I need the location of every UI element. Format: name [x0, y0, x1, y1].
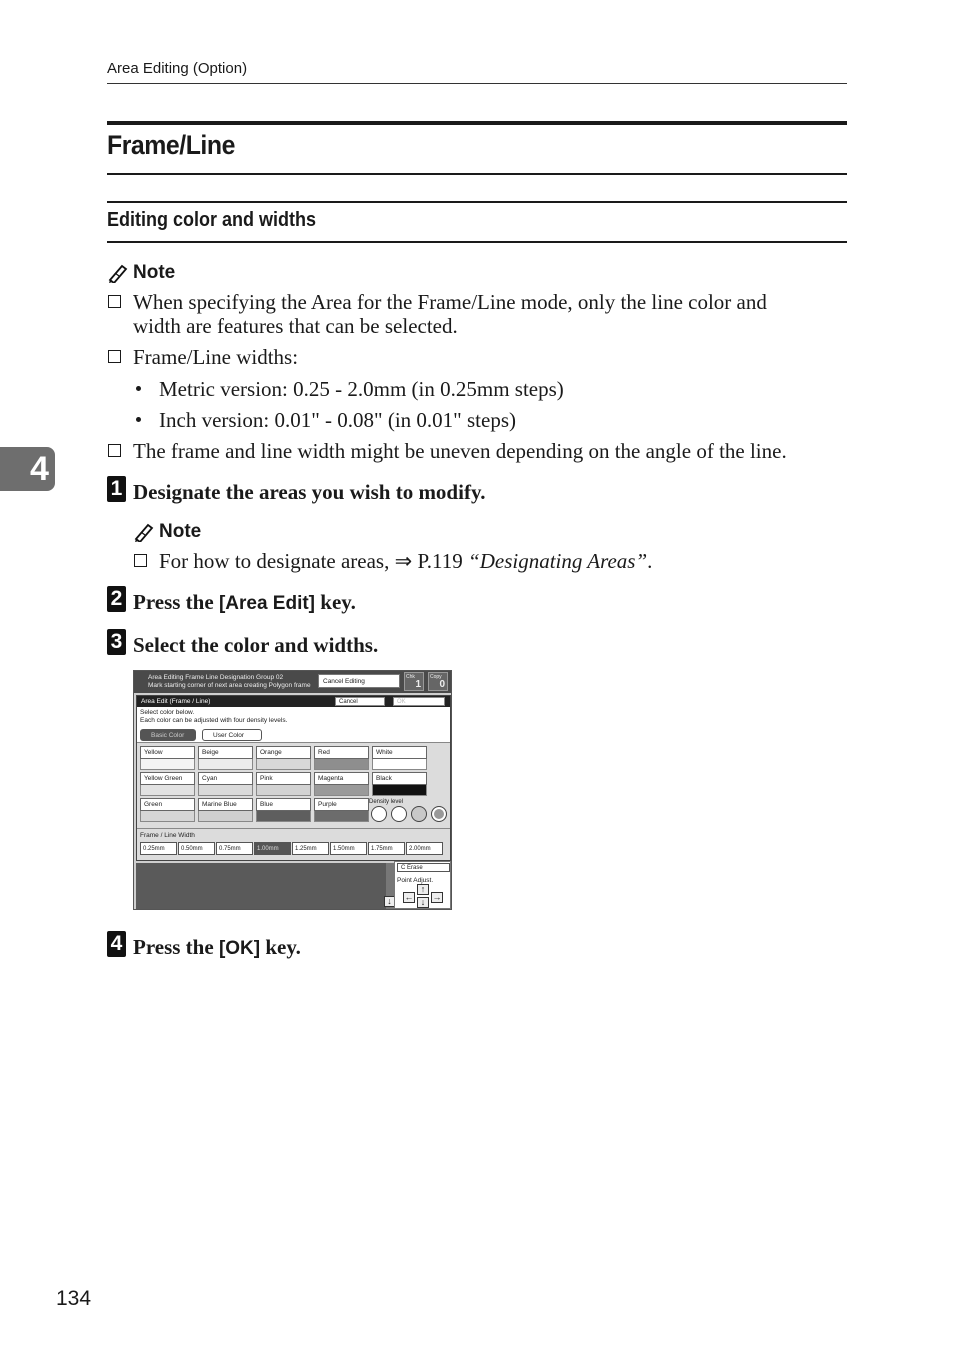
color-swatch — [256, 811, 311, 822]
color-swatch — [140, 759, 195, 770]
note-heading — [107, 262, 175, 284]
color-button-pink[interactable] — [256, 772, 311, 796]
panel-status-bar — [134, 671, 451, 693]
color-button-red[interactable] — [314, 746, 369, 770]
color-button-green[interactable] — [140, 798, 195, 822]
width-button-2-00[interactable]: 2.00mm — [406, 842, 443, 855]
checkbox-icon — [108, 350, 121, 363]
density-level-label: Density level — [369, 799, 404, 805]
color-name: Marine Blue — [198, 798, 253, 811]
cross-reference-link[interactable]: “Designating Areas” — [468, 549, 648, 573]
checkbox-icon — [108, 295, 121, 308]
panel-status-line: Area Editing Frame Line Designation Group 02 — [148, 674, 284, 681]
width-button-0-50[interactable]: 0.50mm — [178, 842, 215, 855]
color-button-marine-blue[interactable] — [198, 798, 253, 822]
width-button-1-25[interactable]: 1.25mm — [292, 842, 329, 855]
color-name: Yellow Green — [140, 772, 195, 785]
width-button-1-00[interactable]: 1.00mm — [254, 842, 291, 855]
color-button-purple[interactable] — [314, 798, 369, 822]
side-controls — [394, 861, 451, 909]
color-button-cyan[interactable] — [198, 772, 253, 796]
subsection-rule-bottom — [107, 241, 847, 243]
counter-value: 1 — [415, 679, 421, 690]
note-label: Note — [133, 262, 176, 283]
arrow-down-icon[interactable]: ↓ — [417, 897, 429, 908]
color-swatch — [256, 785, 311, 796]
dialog-instruction: Each color can be adjusted with four density levels. — [140, 717, 288, 724]
color-name: Orange — [256, 746, 311, 759]
subsection-rule-top — [107, 201, 847, 203]
note-item: The frame and line width might be uneven depending on the angle of the line. — [133, 439, 787, 463]
section-title: Frame/Line — [107, 130, 235, 160]
bullet-item: Metric version: 0.25 - 2.0mm (in 0.25mm steps) — [159, 377, 564, 401]
erase-button[interactable] — [397, 863, 450, 872]
color-button-blue[interactable] — [256, 798, 311, 822]
note-item — [159, 549, 652, 573]
frame-line-dialog — [136, 695, 451, 861]
copy-counter — [428, 672, 448, 691]
tab-basic-color[interactable]: Basic Color — [140, 729, 196, 741]
bullet-icon — [136, 417, 141, 422]
point-adjust-label: Point Adjust. — [397, 877, 434, 884]
note-label: Note — [159, 521, 202, 542]
arrow-left-icon[interactable]: ← — [404, 892, 414, 902]
color-grid — [137, 742, 450, 828]
step-text-pre: Press the — [133, 935, 219, 959]
subsection-title: Editing color and widths — [107, 209, 316, 231]
panel-status-message: Mark starting corner of next area creating Polygon frame — [148, 682, 311, 689]
color-name: Black — [372, 772, 427, 785]
tab-user-color[interactable]: User Color — [202, 729, 262, 741]
width-button-0-25[interactable]: 0.25mm — [140, 842, 177, 855]
bullet-item: Inch version: 0.01" - 0.08" (in 0.01" steps) — [159, 408, 516, 432]
color-swatch — [314, 785, 369, 796]
dialog-instruction: Select color below. — [140, 709, 195, 716]
color-swatch — [140, 785, 195, 796]
color-button-white[interactable] — [372, 746, 427, 770]
scroll-down-icon[interactable]: ↓ — [384, 896, 395, 907]
density-level-3-button[interactable] — [411, 806, 427, 822]
section-rule-top — [107, 121, 847, 125]
color-name: White — [372, 746, 427, 759]
note-text: For how to designate areas, ⇒ P.119 — [159, 549, 469, 573]
note-item: Frame/Line widths: — [133, 345, 299, 369]
width-button-1-75[interactable]: 1.75mm — [368, 842, 405, 855]
width-button-0-75[interactable]: 0.75mm — [216, 842, 253, 855]
erase-icon: C — [401, 865, 407, 871]
color-name: Cyan — [198, 772, 253, 785]
color-button-yellow-green[interactable] — [140, 772, 195, 796]
color-button-beige[interactable] — [198, 746, 253, 770]
color-name: Red — [314, 746, 369, 759]
step-text: Designate the areas you wish to modify. — [133, 480, 486, 504]
color-swatch — [372, 759, 427, 770]
density-level-1-button[interactable] — [371, 806, 387, 822]
counter-label: Chk — [406, 674, 415, 680]
counter-label: Copy — [430, 674, 442, 680]
color-button-orange[interactable] — [256, 746, 311, 770]
note-text-end: . — [647, 549, 653, 573]
color-swatch — [372, 785, 427, 796]
chapter-tab: 4 — [0, 447, 55, 491]
color-button-black[interactable] — [372, 772, 427, 796]
color-swatch — [314, 811, 369, 822]
color-name: Blue — [256, 798, 311, 811]
step-text-post: key. — [315, 590, 356, 614]
page-number: 134 — [56, 1287, 92, 1310]
scrollbar[interactable] — [386, 863, 394, 909]
color-name: Yellow — [140, 746, 195, 759]
density-level-2-button[interactable] — [391, 806, 407, 822]
step-text — [133, 935, 301, 960]
ok-key: [OK] — [218, 938, 261, 959]
step-text: Select the color and widths. — [133, 633, 379, 657]
step-number: 2 — [107, 586, 126, 612]
arrow-right-icon[interactable]: → — [432, 892, 442, 902]
note-heading — [133, 521, 201, 543]
color-swatch — [198, 759, 253, 770]
line-width-section — [137, 828, 450, 860]
preview-area — [136, 863, 386, 909]
cancel-editing-button[interactable]: Cancel Editing — [318, 674, 400, 688]
step-number: 4 — [107, 931, 126, 957]
counter-value: 0 — [439, 679, 445, 690]
dialog-header — [137, 696, 450, 707]
color-swatch — [198, 785, 253, 796]
checkbox-icon — [134, 554, 147, 567]
color-button-yellow[interactable] — [140, 746, 195, 770]
step-number: 3 — [107, 629, 126, 655]
line-width-title: Frame / Line Width — [140, 832, 195, 839]
arrow-up-icon[interactable]: ↑ — [417, 884, 429, 895]
step-text-post: key. — [260, 935, 301, 959]
ok-button[interactable]: OK — [393, 697, 445, 706]
density-level-4-button[interactable] — [431, 806, 447, 822]
color-name: Magenta — [314, 772, 369, 785]
width-button-1-50[interactable]: 1.50mm — [330, 842, 367, 855]
color-swatch — [256, 759, 311, 770]
area-edit-key: [Area Edit] — [218, 593, 316, 614]
color-button-magenta[interactable] — [314, 772, 369, 796]
control-panel-screen — [133, 670, 452, 910]
erase-label: Erase — [407, 865, 423, 871]
checkbox-icon — [108, 444, 121, 457]
color-name: Pink — [256, 772, 311, 785]
dialog-title: Area Edit (Frame / Line) — [141, 698, 211, 705]
note-item: When specifying the Area for the Frame/Line mode, only the line color and — [133, 290, 767, 314]
cancel-button[interactable]: Cancel — [335, 697, 385, 706]
pencil-icon — [107, 263, 129, 283]
color-swatch — [140, 811, 195, 822]
bullet-icon — [136, 386, 141, 391]
color-swatch — [314, 759, 369, 770]
pencil-icon — [133, 522, 155, 542]
section-rule-bottom — [107, 173, 847, 175]
color-name: Green — [140, 798, 195, 811]
color-name: Purple — [314, 798, 369, 811]
step-text-pre: Press the — [133, 590, 219, 614]
color-name: Beige — [198, 746, 253, 759]
color-swatch — [198, 811, 253, 822]
check-counter — [404, 672, 424, 691]
step-text — [133, 590, 356, 615]
step-number: 1 — [107, 476, 126, 502]
header-rule — [107, 83, 847, 84]
running-header: Area Editing (Option) — [107, 60, 248, 77]
note-item-continued: width are features that can be selected. — [133, 314, 458, 338]
